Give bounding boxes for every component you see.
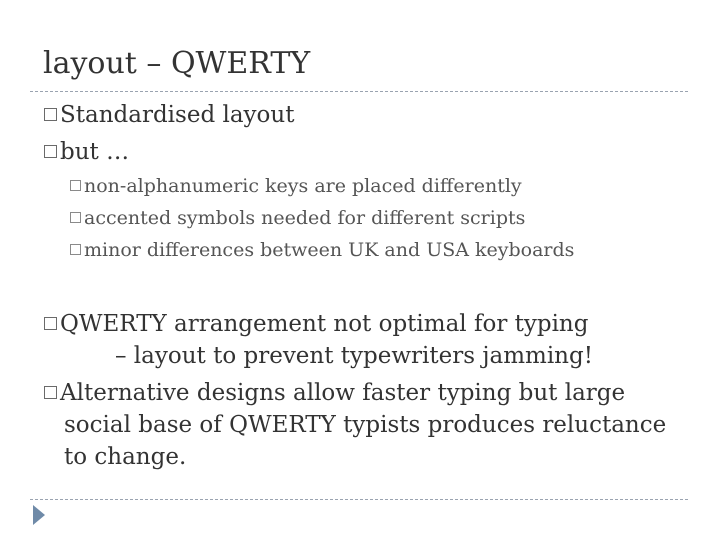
bullet-box-icon — [70, 180, 81, 191]
bullet-box-icon — [44, 317, 57, 330]
bullet-alternative-designs — [44, 380, 625, 406]
bullet-text: QWERTY arrangement not optimal for typing — [60, 311, 589, 337]
bullet-continuation: to change. — [64, 444, 187, 470]
title-divider — [30, 91, 688, 92]
bullet-continuation: social base of QWERTY typists produces reluctance — [64, 412, 667, 438]
bullet-text: non-alphanumeric keys are placed differently — [84, 175, 522, 197]
bullet-text: minor differences between UK and USA keyboards — [84, 239, 575, 261]
bullet-text: Standardised layout — [60, 102, 295, 128]
footer-divider — [30, 499, 688, 500]
bullet-but — [44, 139, 129, 165]
sub-bullet-accented-symbols — [70, 207, 525, 229]
bullet-box-icon — [70, 244, 81, 255]
sub-bullet-uk-usa-differences — [70, 239, 574, 261]
bullet-box-icon — [44, 145, 57, 158]
bullet-text: Alternative designs allow faster typing but large — [60, 380, 626, 406]
bullet-qwerty-not-optimal — [44, 311, 588, 337]
sub-bullet-non-alphanumeric — [70, 175, 522, 197]
bullet-standardised-layout — [44, 102, 294, 128]
triangle-right-icon[interactable] — [33, 505, 45, 525]
bullet-continuation: – layout to prevent typewriters jamming! — [115, 343, 593, 369]
bullet-box-icon — [44, 108, 57, 121]
slide-title: layout – QWERTY — [43, 46, 311, 81]
bullet-box-icon — [70, 212, 81, 223]
bullet-box-icon — [44, 386, 57, 399]
bullet-text: accented symbols needed for different scripts — [84, 207, 526, 229]
bullet-text: but … — [60, 139, 130, 165]
